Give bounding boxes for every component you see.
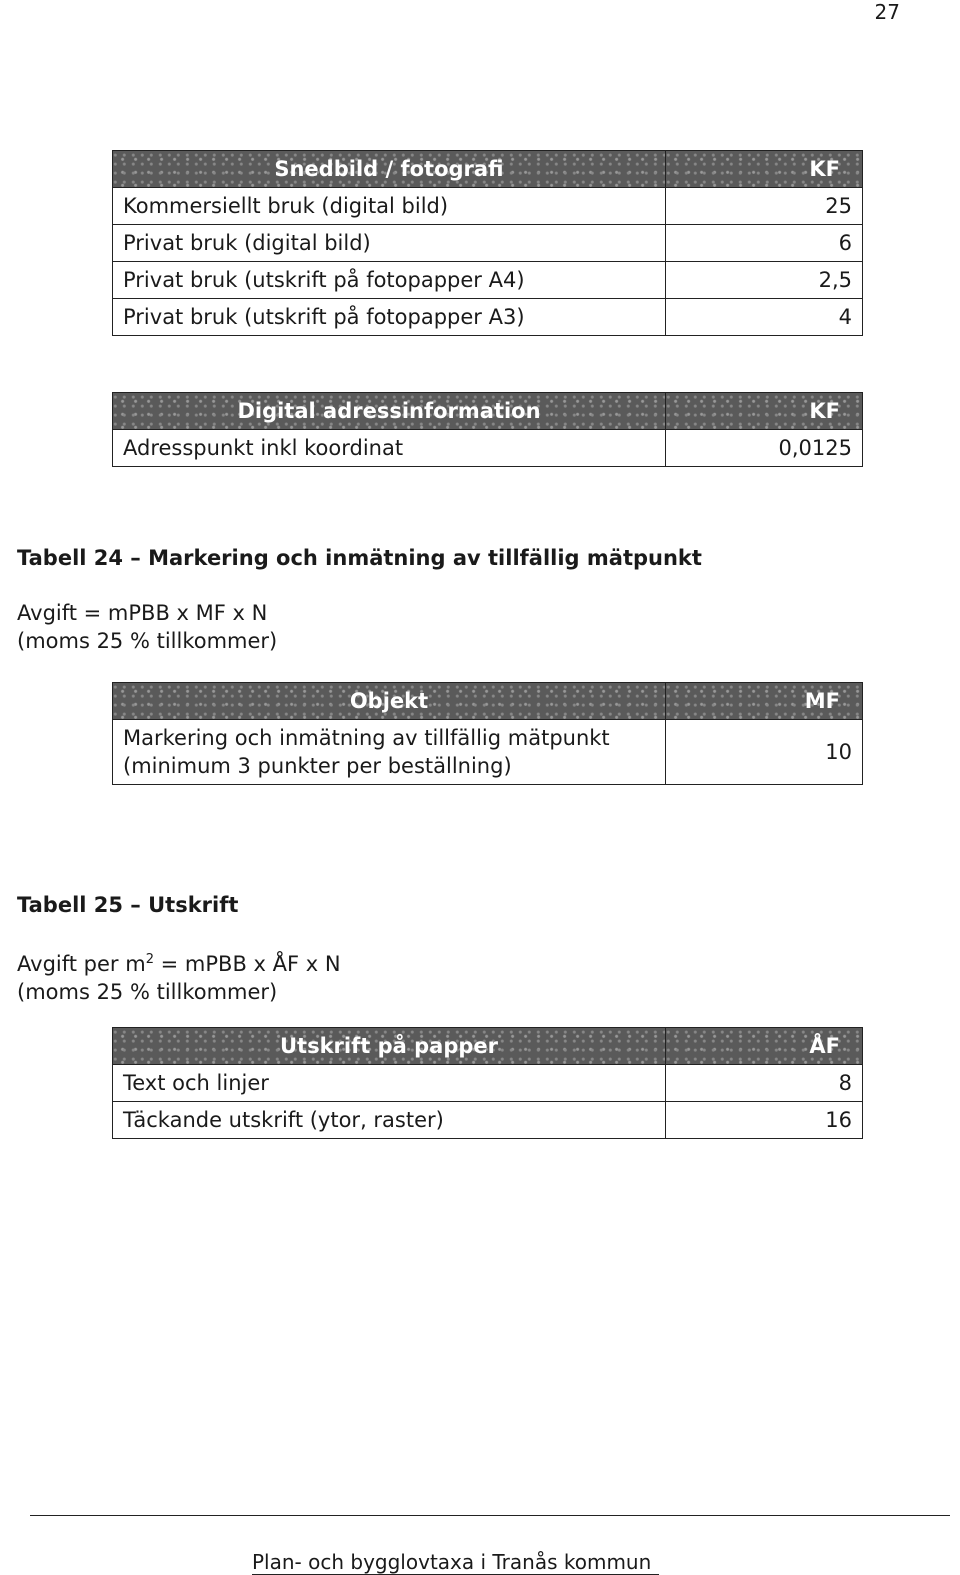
column-header-factor: ÅF [666, 1028, 863, 1065]
formula-prefix: Avgift per m [17, 952, 146, 976]
row-label-line: Markering och inmätning av tillfällig mätpunkt [123, 726, 610, 750]
fee-formula [17, 946, 341, 978]
section-24-text [17, 599, 277, 655]
formula-suffix: = mPBB x ÅF x N [153, 952, 341, 976]
table-row [113, 1065, 863, 1102]
section-25-text [17, 946, 341, 1006]
column-header-object: Objekt [113, 683, 666, 720]
fee-formula: Avgift = mPBB x MF x N [17, 601, 268, 625]
row-value: 6 [666, 225, 863, 262]
row-value: 10 [666, 720, 863, 785]
vat-note: (moms 25 % tillkommer) [17, 629, 278, 653]
row-label: Kommersiellt bruk (digital bild) [113, 188, 666, 225]
table-row [113, 262, 863, 299]
table-header-row [113, 151, 863, 188]
table-row [113, 188, 863, 225]
row-value: 16 [666, 1102, 863, 1139]
footer-divider [30, 1515, 950, 1516]
column-header-object: Digital adressinformation [113, 393, 666, 430]
row-label: Privat bruk (utskrift på fotopapper A4) [113, 262, 666, 299]
row-label: Täckande utskrift (ytor, raster) [113, 1102, 666, 1139]
page-footer: Plan- och bygglovtaxa i Tranås kommun [252, 1550, 659, 1575]
column-header-factor: KF [666, 393, 863, 430]
row-label: Privat bruk (utskrift på fotopapper A3) [113, 299, 666, 336]
snedbild-table [112, 150, 863, 336]
row-label: Adresspunkt inkl koordinat [113, 430, 666, 467]
table-header-row [113, 393, 863, 430]
table-header-row [113, 683, 863, 720]
utskrift-table [112, 1027, 863, 1139]
section-heading-24: Tabell 24 – Markering och inmätning av tillfällig mätpunkt [17, 546, 702, 570]
row-label: Text och linjer [113, 1065, 666, 1102]
table-row [113, 720, 863, 785]
column-header-object: Utskrift på papper [113, 1028, 666, 1065]
row-value: 0,0125 [666, 430, 863, 467]
table-row [113, 299, 863, 336]
vat-note: (moms 25 % tillkommer) [17, 980, 278, 1004]
table-row [113, 430, 863, 467]
table-row [113, 1102, 863, 1139]
table-header-row [113, 1028, 863, 1065]
section-heading-25: Tabell 25 – Utskrift [17, 893, 239, 917]
formula-superscript: 2 [145, 952, 154, 967]
row-value: 8 [666, 1065, 863, 1102]
row-value: 25 [666, 188, 863, 225]
column-header-factor: KF [666, 151, 863, 188]
row-label [113, 720, 666, 785]
row-label-line: (minimum 3 punkter per beställning) [123, 754, 512, 778]
row-label: Privat bruk (digital bild) [113, 225, 666, 262]
column-header-factor: MF [666, 683, 863, 720]
table-row [113, 225, 863, 262]
page-number: 27 [874, 0, 900, 24]
row-value: 4 [666, 299, 863, 336]
adress-table [112, 392, 863, 467]
column-header-object: Snedbild / fotografi [113, 151, 666, 188]
markering-table [112, 682, 863, 785]
row-value: 2,5 [666, 262, 863, 299]
